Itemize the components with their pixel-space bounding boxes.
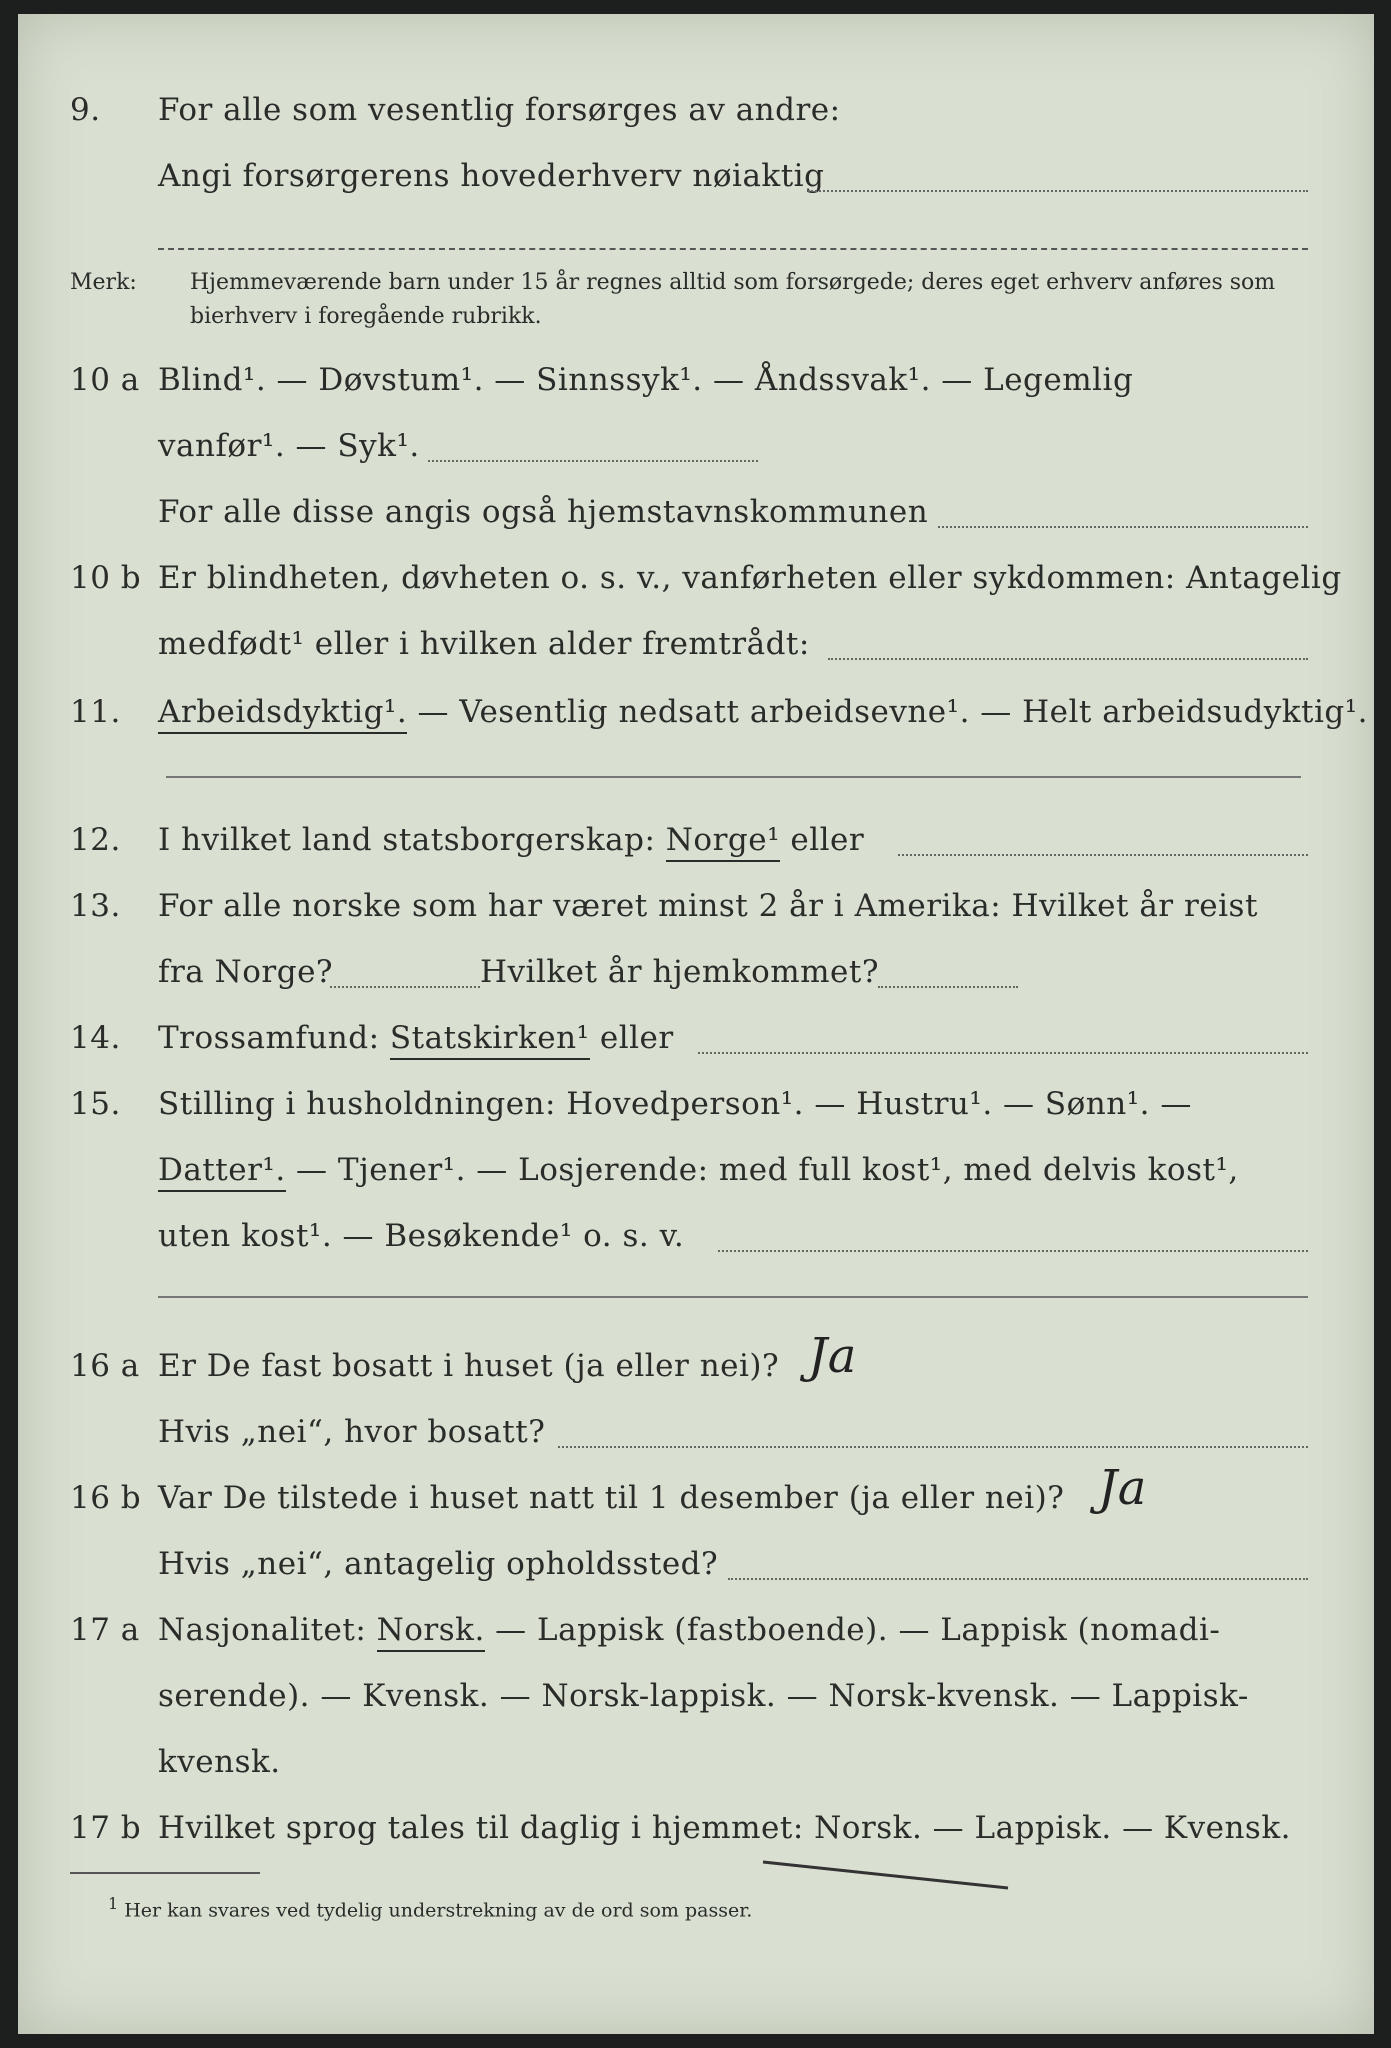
q12-number: 12. (70, 822, 121, 858)
q10b-field-label: medfødt¹ eller i hvilken alder fremtrådt: (158, 626, 810, 662)
merk-label: Merk: (70, 270, 137, 295)
q15-answer-line[interactable] (718, 1248, 1308, 1252)
q13-hjemkommet-line[interactable] (878, 984, 1018, 988)
q13-text: For alle norske som har været minst 2 år i Amerika: Hvilket år reist (158, 888, 1258, 924)
q11-number: 11. (70, 694, 121, 730)
q9-field-label: Angi forsørgerens hovederhverv nøiaktig (158, 158, 825, 194)
q13-number: 13. (70, 888, 121, 924)
q10a-hjemstavn-label: For alle disse angis også hjemstavnskommunen (158, 494, 929, 530)
q12-eller: eller (780, 822, 865, 858)
q15-selected-option: Datter¹. (158, 1152, 286, 1192)
q16a-answer-line[interactable] (558, 1444, 1308, 1448)
q12-text (158, 822, 864, 858)
q12-answer-line[interactable] (898, 852, 1308, 856)
q15-options-end: uten kost¹. — Besøkende¹ o. s. v. (158, 1218, 685, 1254)
q15-options-rest: — Tjener¹. — Losjerende: med full kost¹, med delvis kost¹, (285, 1152, 1239, 1188)
q15-number: 15. (70, 1086, 121, 1122)
q9-answer-line[interactable] (808, 188, 1308, 192)
q9-extra-line (158, 248, 1308, 250)
q15-options-cont (158, 1152, 1239, 1188)
q17a-options-end: kvensk. (158, 1744, 281, 1780)
q15-separator (158, 1296, 1308, 1298)
footnote-rule (70, 1872, 260, 1874)
q11-other-options: — Vesentlig nedsatt arbeidsevne¹. — Helt arbeidsudyktig¹. (407, 694, 1369, 730)
q16a-handwritten-answer: Ja (808, 1328, 857, 1384)
q9-text: For alle som vesentlig forsørges av andre: (158, 92, 841, 128)
q11-separator (166, 776, 1301, 778)
q10b-answer-line[interactable] (828, 656, 1308, 660)
q16a-text: Er De fast bosatt i huset (ja eller nei)? (158, 1348, 780, 1384)
footnote-text: Her kan svares ved tydelig understrekning av de ord som passer. (124, 1899, 753, 1922)
footnote-mark: 1 (108, 1894, 119, 1913)
q14-answer-line[interactable] (698, 1050, 1308, 1054)
q13-hjemkommet-label: Hvilket år hjemkommet? (480, 954, 879, 990)
q17b-text: Hvilket sprog tales til daglig i hjemmet: Norsk. — Lappisk. — Kvensk. (158, 1810, 1291, 1846)
q10a-answer-line[interactable] (428, 458, 758, 462)
q14-eller: eller (589, 1020, 674, 1056)
q16b-number: 16 b (70, 1480, 142, 1516)
q10a-options-cont: vanfør¹. — Syk¹. (158, 428, 420, 464)
q16a-number: 16 a (70, 1348, 140, 1384)
q16a-field-label: Hvis „nei“, hvor bosatt? (158, 1414, 546, 1450)
q11-selected-option: Arbeidsdyktig¹. (158, 694, 407, 734)
q16b-text: Var De tilstede i huset natt til 1 desember (ja eller nei)? (158, 1480, 1065, 1516)
q10a-number: 10 a (70, 362, 140, 398)
q16b-field-label: Hvis „nei“, antagelig opholdssted? (158, 1546, 719, 1582)
q17a-selected-option: Norsk. (377, 1612, 485, 1652)
q17b-number: 17 b (70, 1810, 142, 1846)
q10a-options: Blind¹. — Døvstum¹. — Sinnssyk¹. — Åndssvak¹. — Legemlig (158, 362, 1134, 398)
census-form-page (18, 14, 1374, 2034)
q17a-number: 17 a (70, 1612, 140, 1648)
q12-selected-option: Norge¹ (666, 822, 780, 862)
q14-number: 14. (70, 1020, 121, 1056)
q14-text (158, 1020, 674, 1056)
q10b-number: 10 b (70, 560, 142, 596)
q15-options: Stilling i husholdningen: Hovedperson¹. — Hustru¹. — Sønn¹. — (158, 1086, 1192, 1122)
q17b-handwritten-stroke (758, 1854, 1018, 1894)
q11-options (158, 694, 1368, 730)
footnote (108, 1894, 752, 1921)
q16b-answer-line[interactable] (728, 1576, 1308, 1580)
q17a-text (158, 1612, 1220, 1648)
q13-reist-label: fra Norge? (158, 954, 334, 990)
q17a-label: Nasjonalitet: (158, 1612, 377, 1648)
q10a-hjemstavn-line[interactable] (938, 524, 1308, 528)
q16b-handwritten-answer: Ja (1098, 1460, 1147, 1516)
q14-label: Trossamfund: (158, 1020, 390, 1056)
q17a-options-cont: serende). — Kvensk. — Norsk-lappisk. — Norsk-kvensk. — Lappisk- (158, 1678, 1249, 1714)
merk-text: Hjemmeværende barn under 15 år regnes alltid som forsørgede; deres eget erhverv anføres som bierhverv i foregående rubrikk. (190, 270, 1276, 329)
q14-selected-option: Statskirken¹ (390, 1020, 590, 1060)
q10b-text: Er blindheten, døvheten o. s. v., vanførheten eller sykdommen: Antagelig (158, 560, 1342, 596)
q12-label: I hvilket land statsborgerskap: (158, 822, 666, 858)
q13-reist-line[interactable] (330, 984, 480, 988)
q17a-options: — Lappisk (fastboende). — Lappisk (nomadi- (484, 1612, 1221, 1648)
q9-number: 9. (70, 92, 101, 128)
